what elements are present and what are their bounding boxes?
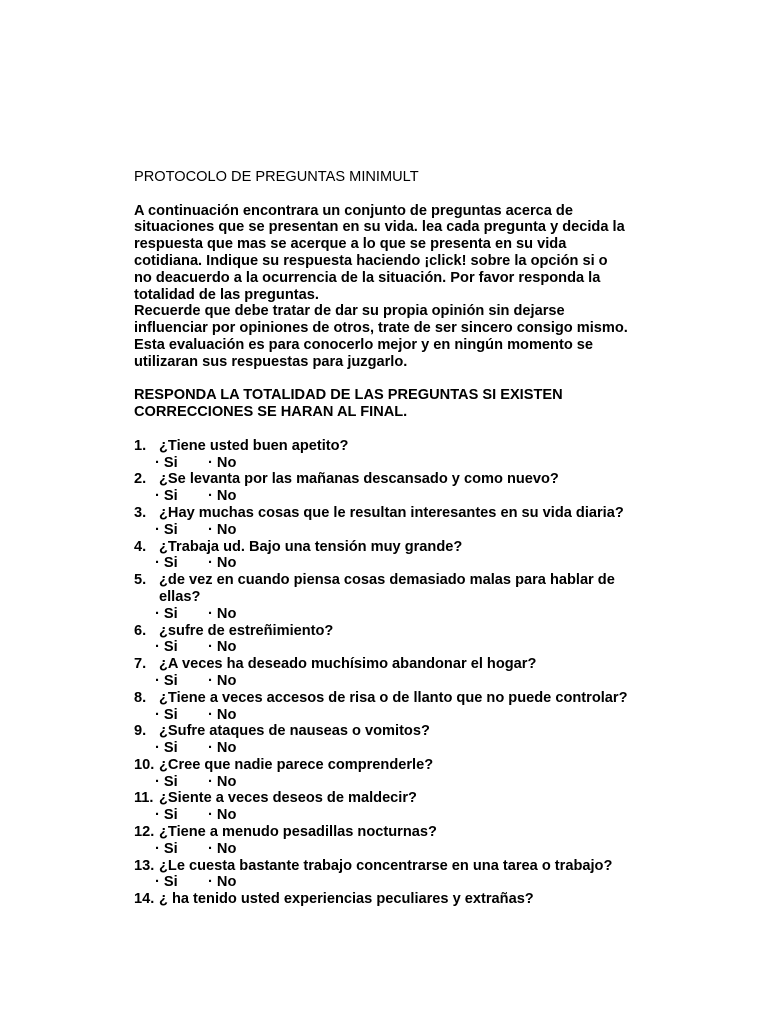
option-no[interactable]: · No	[208, 840, 237, 857]
option-si[interactable]: · Si	[155, 605, 178, 622]
question-text: ¿ ha tenido usted experiencias peculiares y extrañas?	[159, 891, 534, 908]
question-number: 7.	[134, 656, 147, 673]
question-line	[134, 723, 694, 740]
option-si[interactable]: · Si	[155, 521, 178, 538]
question-number: 13.	[134, 857, 155, 874]
question-line	[134, 858, 694, 875]
option-si[interactable]: · Si	[155, 454, 178, 471]
instructions-line: utilizaran sus respuestas para juzgarlo.	[134, 353, 408, 370]
option-no[interactable]: · No	[208, 555, 237, 572]
instructions-line: respuesta que mas se acerque a lo que se presenta en su vida	[134, 236, 567, 253]
answer-options	[134, 774, 694, 791]
answer-options	[134, 841, 694, 858]
option-no[interactable]: · No	[208, 488, 237, 505]
question-item	[134, 824, 694, 858]
question-number: 5.	[134, 572, 147, 589]
answer-all-heading	[134, 387, 694, 421]
question-number: 14.	[134, 891, 155, 908]
option-no[interactable]: · No	[208, 639, 237, 656]
option-no[interactable]: · No	[208, 773, 237, 790]
question-line	[134, 623, 694, 640]
instructions-line: influenciar por opiniones de otros, trate de ser sincero consigo mismo.	[134, 320, 628, 337]
question-item	[134, 790, 694, 824]
option-si[interactable]: · Si	[155, 807, 178, 824]
option-si[interactable]: · Si	[155, 740, 178, 757]
option-si[interactable]: · Si	[155, 488, 178, 505]
question-item	[134, 471, 694, 505]
document-title: PROTOCOLO DE PREGUNTAS MINIMULT	[134, 169, 419, 185]
question-line	[134, 757, 694, 774]
instructions-line: no deacuerdo a la ocurrencia de la situación. Por favor responda la	[134, 269, 601, 286]
question-item	[134, 505, 694, 539]
question-number: 2.	[134, 471, 147, 488]
instructions-line: cotidiana. Indique su respuesta haciendo ¡click! sobre la opción si o	[134, 252, 608, 269]
question-line	[134, 438, 694, 455]
option-no[interactable]: · No	[208, 807, 237, 824]
option-no[interactable]: · No	[208, 521, 237, 538]
question-number: 9.	[134, 723, 147, 740]
option-no[interactable]: · No	[208, 454, 237, 471]
question-text: ¿Siente a veces deseos de maldecir?	[159, 790, 417, 807]
option-si[interactable]: · Si	[155, 874, 178, 891]
option-no[interactable]: · No	[208, 874, 237, 891]
option-si[interactable]: · Si	[155, 639, 178, 656]
question-number: 3.	[134, 504, 147, 521]
question-item	[134, 656, 694, 690]
answer-options	[134, 740, 694, 757]
question-line	[134, 505, 694, 522]
question-number: 4.	[134, 538, 147, 555]
answer-options	[134, 606, 694, 623]
question-line	[134, 572, 694, 589]
question-item	[134, 438, 694, 472]
question-item	[134, 723, 694, 757]
question-item	[134, 623, 694, 657]
question-number: 1.	[134, 437, 147, 454]
answer-options	[134, 522, 694, 539]
question-item	[134, 572, 694, 622]
option-si[interactable]: · Si	[155, 672, 178, 689]
option-si[interactable]: · Si	[155, 555, 178, 572]
option-si[interactable]: · Si	[155, 840, 178, 857]
answer-options	[134, 455, 694, 472]
question-item	[134, 858, 694, 892]
question-item	[134, 539, 694, 573]
answer-options	[134, 874, 694, 891]
answer-options	[134, 707, 694, 724]
option-no[interactable]: · No	[208, 740, 237, 757]
question-text: ¿Cree que nadie parece comprenderle?	[159, 756, 434, 773]
question-line	[134, 824, 694, 841]
question-text: ¿de vez en cuando piensa cosas demasiado malas para hablar de	[159, 572, 615, 589]
question-line	[134, 471, 694, 488]
option-no[interactable]: · No	[208, 672, 237, 689]
answer-options	[134, 639, 694, 656]
question-item	[134, 690, 694, 724]
question-item	[134, 757, 694, 791]
question-text: ¿Le cuesta bastante trabajo concentrarse en una tarea o trabajo?	[159, 857, 613, 874]
question-number: 8.	[134, 689, 147, 706]
question-text: ¿Se levanta por las mañanas descansado y como nuevo?	[159, 471, 559, 488]
question-line	[134, 891, 694, 908]
instructions-line: A continuación encontrara un conjunto de preguntas acerca de	[134, 202, 573, 219]
answer-options	[134, 807, 694, 824]
heading-line: RESPONDA LA TOTALIDAD DE LAS PREGUNTAS SI EXISTEN	[134, 387, 563, 404]
question-list	[134, 438, 694, 908]
question-text: ¿sufre de estreñimiento?	[159, 622, 334, 639]
answer-options	[134, 488, 694, 505]
question-text: ¿Tiene a veces accesos de risa o de llanto que no puede controlar?	[159, 689, 628, 706]
instructions-line: Recuerde que debe tratar de dar su propia opinión sin dejarse	[134, 303, 565, 320]
question-number: 10.	[134, 756, 155, 773]
option-si[interactable]: · Si	[155, 706, 178, 723]
instructions-paragraph	[134, 203, 694, 371]
question-line	[134, 790, 694, 807]
question-text: ¿Sufre ataques de nauseas o vomitos?	[159, 723, 430, 740]
question-text-continuation: ellas?	[159, 588, 201, 605]
instructions-line: Esta evaluación es para conocerlo mejor y en ningún momento se	[134, 336, 594, 353]
question-number: 12.	[134, 824, 155, 841]
option-no[interactable]: · No	[208, 706, 237, 723]
question-line	[134, 690, 694, 707]
question-number: 11.	[134, 790, 154, 807]
instructions-line: situaciones que se presentan en su vida. lea cada pregunta y decida la	[134, 219, 625, 236]
question-text: ¿Tiene usted buen apetito?	[159, 437, 349, 454]
instructions-line: totalidad de las preguntas.	[134, 286, 319, 303]
question-text: ¿Trabaja ud. Bajo una tensión muy grande?	[159, 538, 463, 555]
option-no[interactable]: · No	[208, 605, 237, 622]
question-text: ¿Hay muchas cosas que le resultan interesantes en su vida diaria?	[159, 504, 624, 521]
question-number: 6.	[134, 622, 147, 639]
heading-line: CORRECCIONES SE HARAN AL FINAL.	[134, 404, 408, 421]
question-line	[134, 539, 694, 556]
answer-options	[134, 673, 694, 690]
question-text: ¿Tiene a menudo pesadillas nocturnas?	[159, 824, 437, 841]
question-text: ¿A veces ha deseado muchísimo abandonar el hogar?	[159, 656, 537, 673]
document-page	[134, 169, 694, 908]
answer-options	[134, 555, 694, 572]
question-line	[134, 656, 694, 673]
option-si[interactable]: · Si	[155, 773, 178, 790]
question-item	[134, 891, 694, 908]
